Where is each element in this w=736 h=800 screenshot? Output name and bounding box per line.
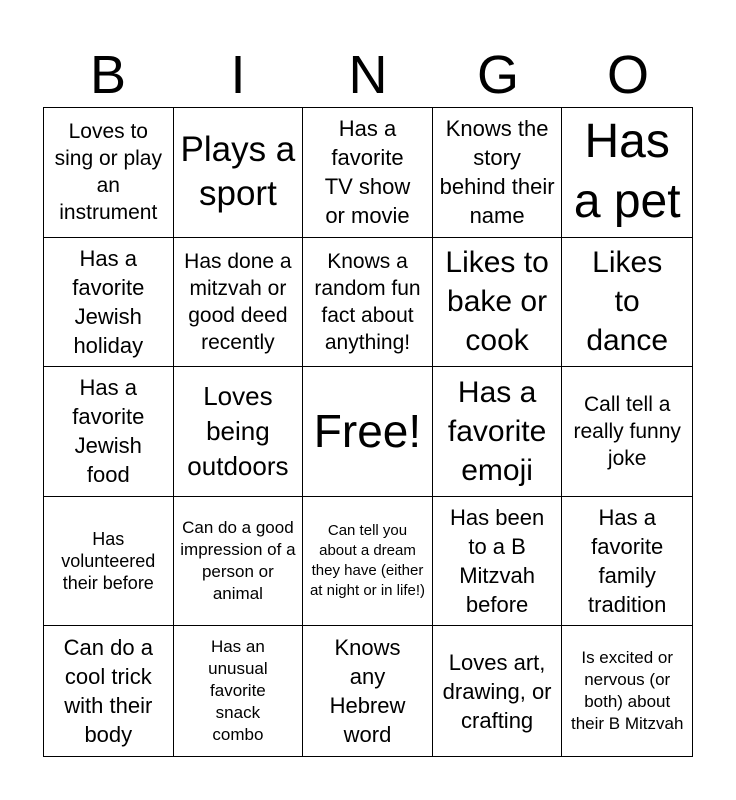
bingo-cell-r2-c1[interactable] [44,238,174,368]
bingo-cell-r2-c5[interactable] [562,238,692,368]
cell-text: Call tell a really funny joke [573,392,681,470]
cell-text: Is excited or nervous (or both) about their B Mitzvah [570,648,684,734]
bingo-cell-r5-c2[interactable] [174,626,304,756]
bingo-cell-r4-c4[interactable] [433,497,563,627]
cell-text: Loves being outdoors [187,380,289,481]
cell-text: Loves art, drawing, or crafting [442,649,552,733]
bingo-cell-free[interactable] [303,367,433,497]
cell-text: Has a favorite TV show or movie [324,116,411,229]
bingo-cell-r1-c3[interactable] [303,108,433,238]
bingo-cell-r2-c4[interactable] [433,238,563,368]
header-letter-b: B [89,45,127,105]
bingo-cell-r4-c3[interactable] [303,497,433,627]
cell-text: Can do a cool trick with their body [63,635,153,748]
cell-text: Has a favorite family tradition [588,505,667,618]
cell-text: Has an unusual favorite snack combo [208,637,268,745]
bingo-cell-r5-c5[interactable] [562,626,692,756]
cell-text: Has a pet [573,115,681,229]
cell-text: Can do a good impression of a person or animal [180,518,296,604]
cell-text: Knows the story behind their name [439,116,555,229]
bingo-cell-r4-c1[interactable] [44,497,174,627]
bingo-board [43,107,693,757]
cell-text: Has volunteered their before [61,529,156,594]
free-space-text: Free! [313,405,422,458]
cell-text: Knows any Hebrew word [329,635,406,748]
bingo-cell-r5-c3[interactable] [303,626,433,756]
bingo-cell-r5-c4[interactable] [433,626,563,756]
cell-text: Has a favorite Jewish holiday [72,245,145,358]
bingo-cell-r5-c1[interactable] [44,626,174,756]
cell-text: Has been to a B Mitzvah before [450,505,545,618]
bingo-cell-r1-c1[interactable] [44,108,174,238]
cell-text: Can tell you about a dream they have (either at night or in life!) [309,522,426,600]
bingo-cell-r3-c2[interactable] [174,367,304,497]
bingo-header [43,44,693,106]
bingo-cell-r2-c2[interactable] [174,238,304,368]
cell-text: Likes to dance [586,246,669,358]
bingo-cell-r1-c4[interactable] [433,108,563,238]
header-letter-o: O [606,45,649,105]
cell-text: Has a favorite emoji [447,375,547,487]
cell-text: Has done a mitzvah or good deed recently [184,249,292,354]
cell-text: Has a favorite Jewish food [72,375,145,488]
cell-text: Plays a sport [180,130,296,214]
header-letter-i: I [230,45,246,105]
bingo-cell-r2-c3[interactable] [303,238,433,368]
bingo-cell-r4-c5[interactable] [562,497,692,627]
bingo-cell-r1-c5[interactable] [562,108,692,238]
cell-text: Knows a random fun fact about anything! [314,249,421,354]
bingo-cell-r3-c4[interactable] [433,367,563,497]
bingo-cell-r1-c2[interactable] [174,108,304,238]
bingo-cell-r3-c5[interactable] [562,367,692,497]
bingo-cell-r4-c2[interactable] [174,497,304,627]
header-letter-g: G [476,45,519,105]
cell-text: Loves to sing or play an instrument [54,120,162,225]
header-letter-n: N [348,45,388,105]
cell-text: Likes to bake or cook [445,246,549,358]
bingo-cell-r3-c1[interactable] [44,367,174,497]
